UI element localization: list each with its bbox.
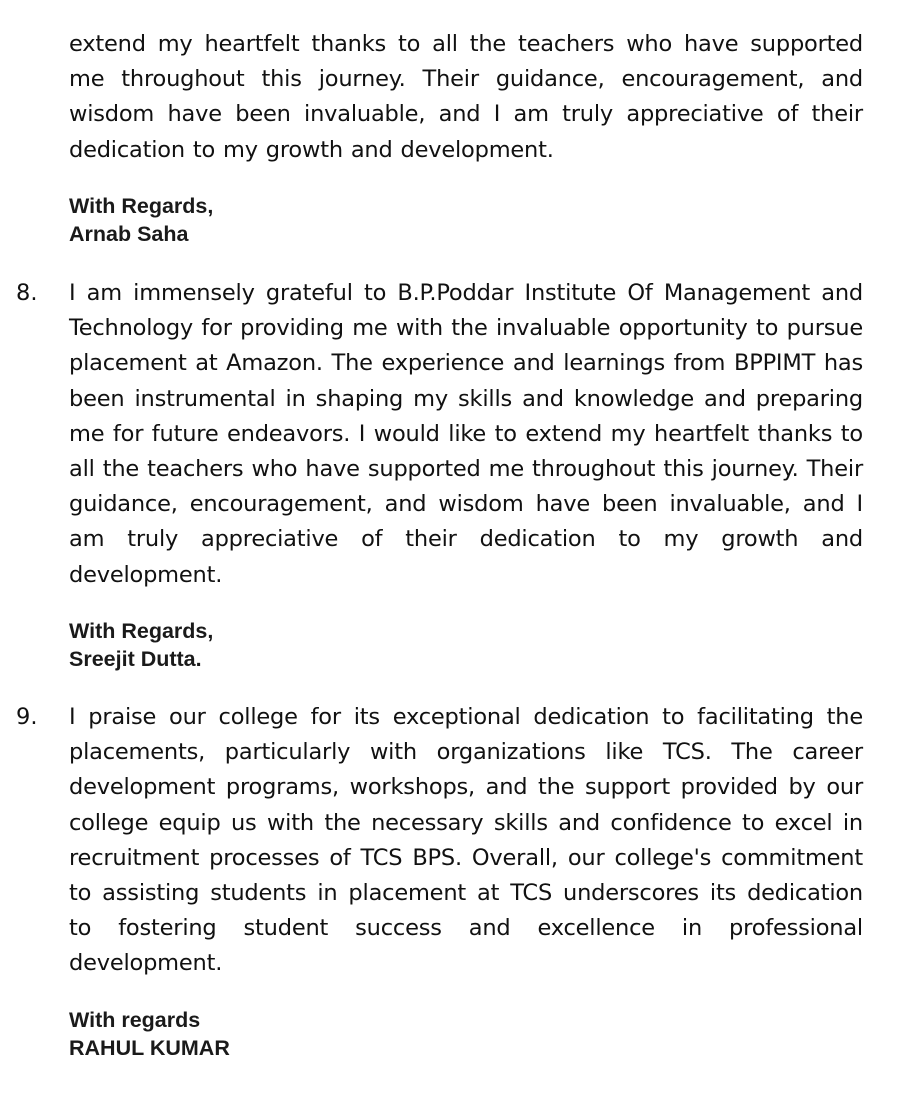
author-name: Sreejit Dutta. [69, 647, 202, 671]
regards-label: With Regards, [69, 619, 214, 643]
signature-block [69, 1006, 230, 1062]
regards-label: With regards [69, 1008, 201, 1032]
author-name: Arnab Saha [69, 222, 189, 246]
signature-block [69, 192, 213, 248]
list-number: 8. [16, 280, 38, 306]
author-name: RAHUL KUMAR [69, 1036, 230, 1060]
testimonial-text: I am immensely grateful to B.P.Poddar Institute Of Management and Technology for providing me with the invaluable opportunity to pursue placement at Amazon. The experience and learnings from BPPIMT has been instrumental in shaping my skills and knowledge and preparing me for future endeavors. I would like to extend my heartfelt thanks to all the teachers who have supported me throughout this journey. Their guidance, encouragement, and wisdom have been invaluable, and I am truly appreciative of their dedication to my growth and development. [69, 280, 863, 588]
testimonial-text: I praise our college for its exceptional dedication to facilitating the placements, particularly with organizations like TCS. The career development programs, workshops, and the support provided by our college equip us with the necessary skills and confidence to excel in recruitment processes of TCS BPS. Overall, our college's commitment to assisting students in placement at TCS underscores its dedication to fostering student success and excellence in professional development. [69, 704, 863, 977]
list-number: 9. [16, 704, 38, 730]
testimonial-text: extend my heartfelt thanks to all the teachers who have supported me throughout this journey. Their guidance, encouragement, and wisdom have been invaluable, and I am truly appreciative of their dedication to my growth and development. [69, 31, 863, 163]
regards-label: With Regards, [69, 194, 214, 218]
signature-block [69, 617, 213, 673]
